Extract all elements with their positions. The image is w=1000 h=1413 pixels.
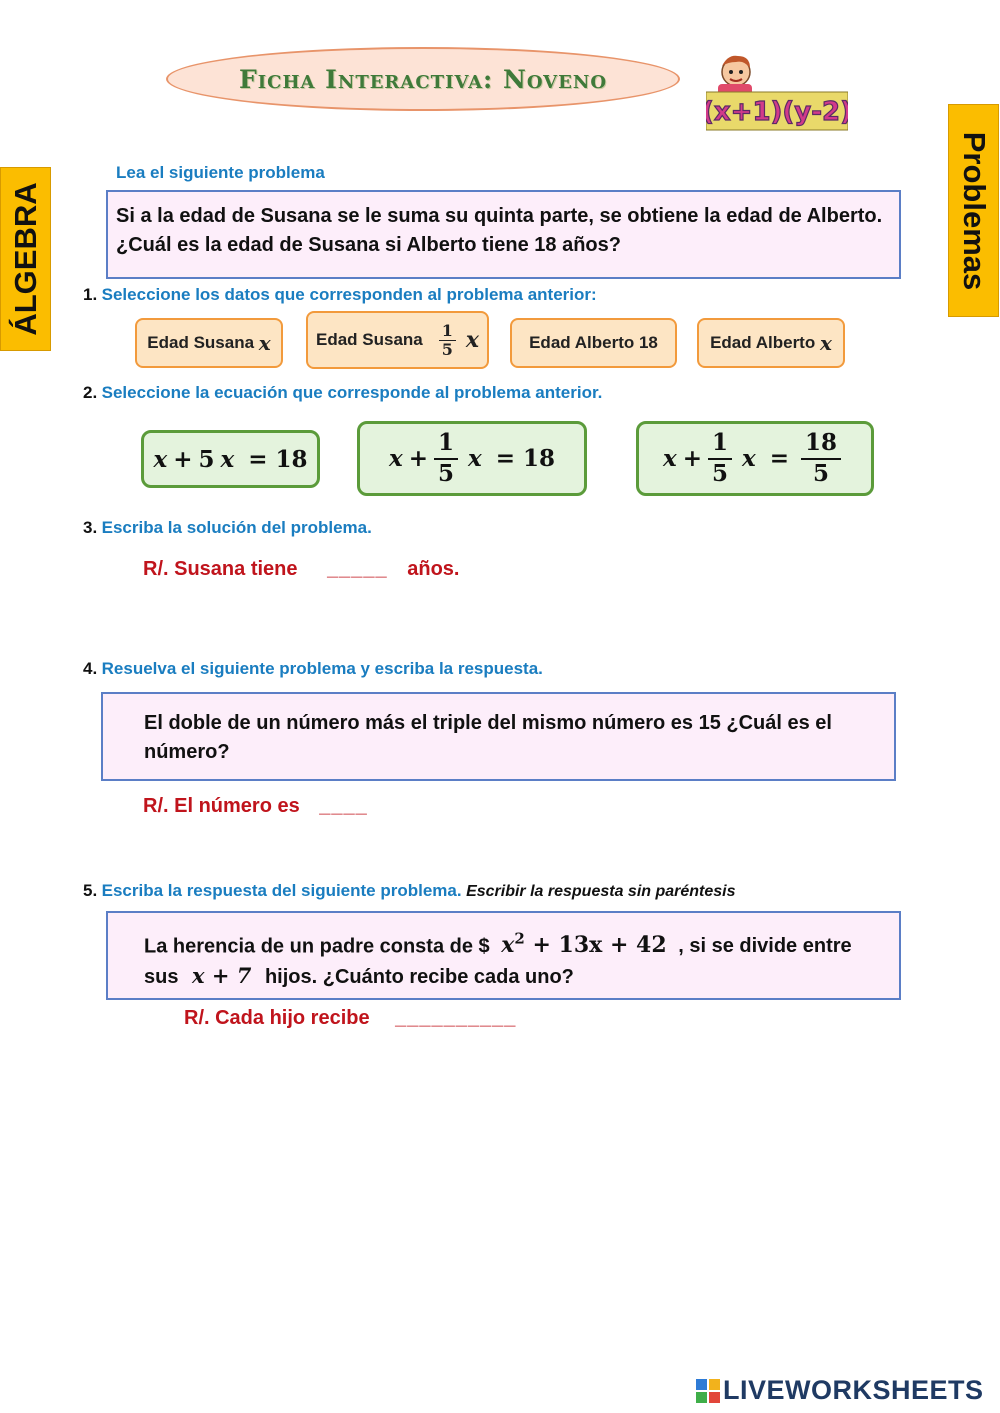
- answer-5-blank[interactable]: __________: [395, 1007, 517, 1029]
- question-2-text: Seleccione la ecuación que corresponde al problema anterior.: [101, 383, 603, 402]
- expr-exponent: 2: [514, 930, 525, 948]
- answer-5-prefix: R/. Cada hijo recibe: [184, 1007, 370, 1029]
- question-5-heading: [83, 881, 736, 901]
- problem-1-line-2: ¿Cuál es la edad de Susana si Alberto tiene 18 años?: [116, 234, 621, 256]
- side-label-problemas: Problemas: [956, 131, 992, 290]
- question-3-text: Escriba la solución del problema.: [101, 518, 372, 537]
- question-3-number: 3.: [83, 518, 98, 537]
- answer-5-line: [184, 1007, 516, 1030]
- question-4-number: 4.: [83, 659, 98, 678]
- eq3-x1: x: [662, 445, 677, 472]
- problem-5-expression-2: x + 7: [192, 963, 252, 989]
- option-2-var: x: [465, 327, 480, 353]
- answer-4-blank[interactable]: ____: [319, 795, 368, 817]
- question-5-text: Escriba la respuesta del siguiente problema.: [101, 881, 462, 900]
- answer-4-prefix: R/. El número es: [143, 795, 300, 817]
- eq2-plus: +: [408, 445, 428, 472]
- option-3-label: Edad Alberto 18: [529, 333, 658, 352]
- problem-5-text-a: La herencia de un padre consta de $: [144, 935, 490, 958]
- footer-brand: LIVEWORKSHEETS: [723, 1375, 984, 1405]
- math-kid-logo: [706, 50, 848, 132]
- problem-4-line-2: número?: [144, 741, 230, 763]
- question-1-text: Seleccione los datos que corresponden al problema anterior:: [101, 285, 597, 304]
- option-2-denominator: 5: [441, 339, 453, 359]
- answer-3-prefix: R/. Susana tiene: [143, 558, 298, 580]
- option-edad-alberto-18[interactable]: [510, 318, 677, 368]
- eq1-equals: =: [248, 445, 268, 473]
- eq3-numerator: 1: [708, 431, 732, 459]
- answer-3-blank[interactable]: _____: [327, 558, 388, 580]
- problem-1-box: [106, 190, 901, 279]
- option-1-label: Edad Susana: [147, 333, 255, 352]
- problem-5-expression: [501, 932, 666, 958]
- eq1-x1: x: [153, 445, 168, 473]
- math-kid-illustration: [706, 50, 848, 132]
- problem-5-line-1: [144, 925, 899, 961]
- answer-3-line: [143, 558, 460, 581]
- side-label-algebra: ÁLGEBRA: [7, 182, 43, 336]
- liveworksheets-footer: [696, 1375, 984, 1406]
- equation-option-2[interactable]: [357, 421, 587, 496]
- eq1-plus: +: [173, 445, 193, 473]
- problem-5-text-b: , si se divide entre: [678, 935, 852, 958]
- eq3-x2: x: [742, 445, 756, 472]
- eq3-rhs-fraction: [801, 431, 841, 485]
- problem-5-text-c: sus: [144, 966, 179, 989]
- question-1-heading: [83, 285, 597, 305]
- eq2-x1: x: [388, 445, 403, 472]
- option-4-var: x: [819, 331, 832, 355]
- eq3-fraction: [708, 431, 732, 485]
- side-tab-algebra: [0, 167, 51, 351]
- intro-label: Lea el siguiente problema: [116, 163, 325, 182]
- option-4-label: Edad Alberto: [710, 333, 816, 352]
- equation-option-3[interactable]: [636, 421, 874, 496]
- eq3-denominator: 5: [711, 459, 728, 487]
- page-title: Ficha Interactiva: Noveno: [239, 64, 607, 94]
- option-1-var: x: [258, 331, 271, 355]
- eq3-rhs-denominator: 5: [813, 459, 830, 487]
- side-tab-problemas: [948, 104, 999, 317]
- problem-5-line-2: [144, 961, 899, 992]
- question-1-number: 1.: [83, 285, 98, 304]
- logo-expression: (x+1)(y-2): [706, 97, 848, 127]
- question-3-heading: [83, 518, 372, 538]
- question-4-heading: [83, 659, 543, 679]
- eq2-fraction: [434, 431, 458, 485]
- question-2-heading: [83, 383, 602, 403]
- title-banner: [166, 47, 680, 111]
- question-4-text: Resuelva el siguiente problema y escriba la respuesta.: [101, 659, 543, 678]
- expr-rest: + 13x + 42: [532, 932, 667, 959]
- eq2-x2: x: [468, 445, 482, 472]
- problem-4-line-1: El doble de un número más el triple del mismo número es 15 ¿Cuál es el: [144, 712, 832, 734]
- option-edad-alberto-x[interactable]: [697, 318, 845, 368]
- option-2-numerator: 1: [439, 322, 456, 341]
- problem-4-box: [101, 692, 896, 781]
- eq3-plus: +: [682, 445, 702, 472]
- answer-3-suffix: años.: [407, 558, 460, 580]
- problem-5-text-d: hijos. ¿Cuánto recibe cada uno?: [264, 966, 574, 989]
- question-2-number: 2.: [83, 383, 98, 402]
- expr-x: x: [501, 932, 515, 959]
- option-edad-susana-fifth-x[interactable]: [306, 311, 489, 369]
- eq2-numerator: 1: [434, 431, 458, 459]
- eq2-equals: =: [495, 445, 515, 472]
- answer-4-line: [143, 795, 368, 818]
- option-edad-susana-x[interactable]: [135, 318, 283, 368]
- option-2-label: Edad Susana: [315, 330, 423, 349]
- problem-1-line-1: Si a la edad de Susana se le suma su quinta parte, se obtiene la edad de Alberto.: [116, 205, 883, 227]
- equation-option-1[interactable]: [141, 430, 320, 488]
- eq3-rhs-numerator: 18: [801, 431, 841, 459]
- liveworksheets-logo-icon: [696, 1379, 720, 1403]
- eq1-x2: x: [220, 445, 235, 473]
- problem-5-box: [106, 911, 901, 1000]
- question-5-number: 5.: [83, 881, 98, 900]
- option-2-fraction: [439, 322, 456, 358]
- eq2-rhs: 18: [523, 445, 556, 472]
- question-5-note: Escribir la respuesta sin paréntesis: [466, 883, 736, 900]
- eq1-coef: 5: [198, 445, 215, 473]
- eq2-denominator: 5: [437, 459, 454, 487]
- eq3-equals: =: [769, 445, 789, 472]
- eq1-rhs: 18: [275, 445, 308, 473]
